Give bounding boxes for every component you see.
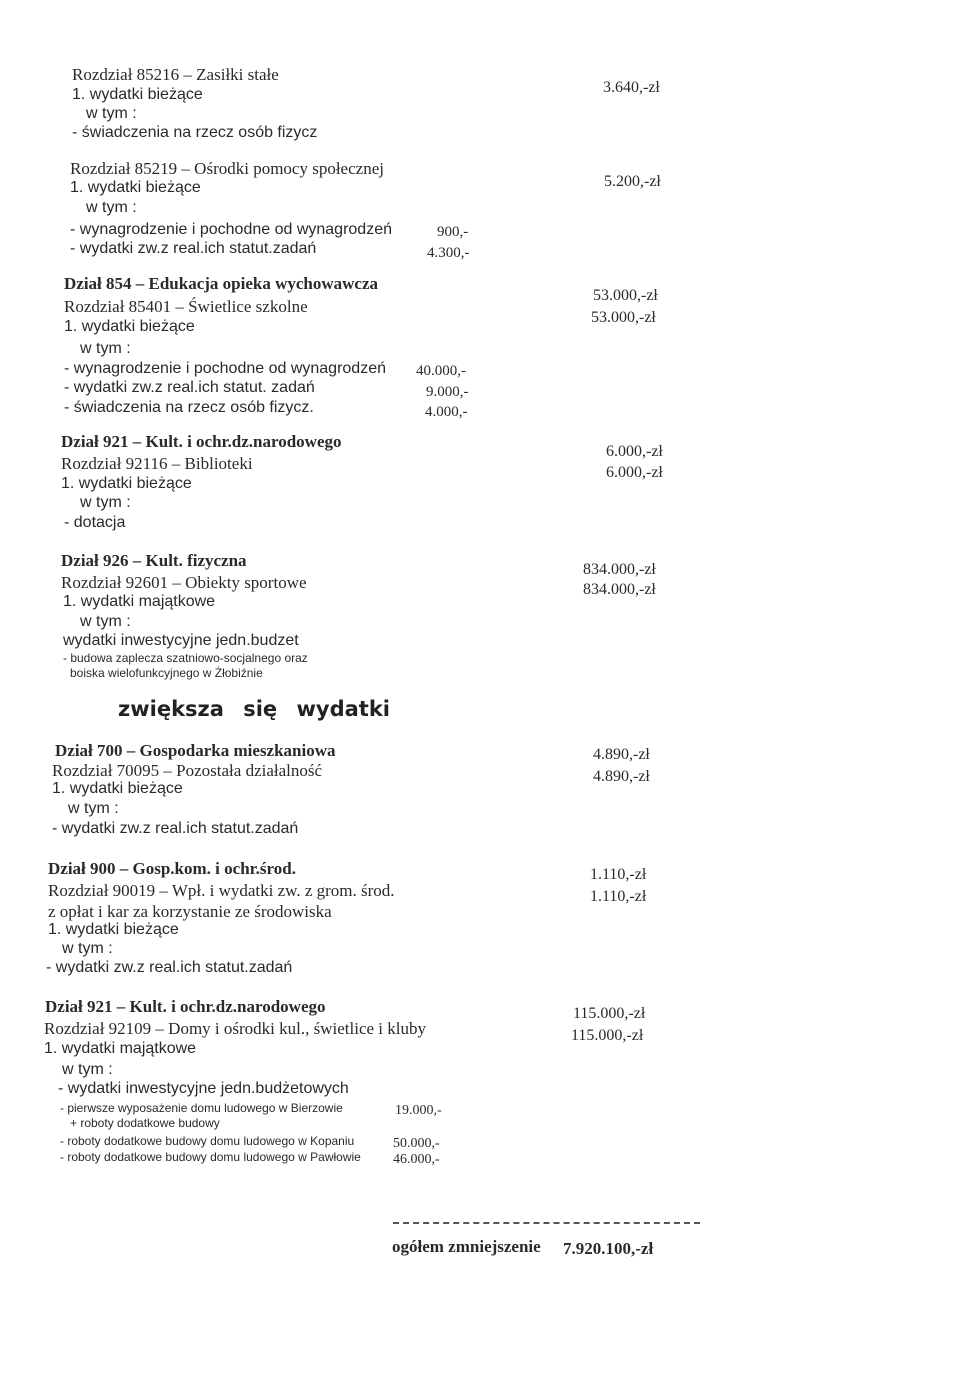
section-85216-item: 1. wydatki bieżące: [72, 86, 203, 103]
section-92116-line1: - dotacja: [64, 514, 126, 531]
section-92601-amount1: 834.000,-zł: [583, 561, 656, 578]
section-92109-amount1: 115.000,-zł: [573, 1005, 646, 1022]
section-85401-line1: - wynagrodzenie i pochodne od wynagrodzeń: [64, 360, 386, 377]
section-70095-item: 1. wydatki bieżące: [52, 780, 183, 797]
section-85219-amount: 5.200,-zł: [604, 173, 661, 190]
section-85219-val1: 900,-: [437, 224, 469, 240]
section-85401-amount1: 53.000,-zł: [593, 287, 658, 304]
section-92116-amount2: 6.000,-zł: [606, 464, 663, 481]
section-92109-line2: - pierwsze wyposażenie domu ludowego w Bierzowie: [60, 1101, 343, 1115]
section-92109-wtym: w tym :: [62, 1061, 113, 1078]
section-85219-line1: - wynagrodzenie i pochodne od wynagrodzeń: [70, 221, 392, 238]
section-92109-line3: + roboty dodatkowe budowy: [70, 1116, 220, 1130]
section-92109-line1: - wydatki inwestycyjne jedn.budżetowych: [58, 1080, 349, 1097]
section-85401-title: Rozdział 85401 – Świetlice szkolne: [64, 297, 308, 316]
section-92116-wtym: w tym :: [80, 494, 131, 511]
section-92116-item: 1. wydatki bieżące: [61, 475, 192, 492]
section-85401-val3: 4.000,-: [425, 404, 468, 420]
total-value: 7.920.100,-zł: [563, 1239, 654, 1258]
section-92601-item: 1. wydatki majątkowe: [63, 593, 216, 610]
section-85401-line2: - wydatki zw.z real.ich statut. zadań: [64, 379, 315, 396]
section-85401-line3: - świadczenia na rzecz osób fizycz.: [64, 399, 314, 416]
section-70095-line1: - wydatki zw.z real.ich statut.zadań: [52, 820, 299, 837]
section-92109-val3: 46.000,-: [393, 1152, 440, 1167]
section-92116-title: Rozdział 92116 – Biblioteki: [61, 454, 253, 473]
section-85219-line2: - wydatki zw.z real.ich statut.zadań: [70, 240, 317, 257]
section-85216-amount: 3.640,-zł: [603, 79, 660, 96]
section-92601-line1: wydatki inwestycyjne jedn.budzet: [63, 632, 299, 649]
section-85401-wtym: w tym :: [80, 340, 131, 357]
section-90019-line1: - wydatki zw.z real.ich statut.zadań: [46, 959, 293, 976]
section-85401-item: 1. wydatki bieżące: [64, 318, 195, 335]
section-92109-amount2: 115.000,-zł: [571, 1027, 644, 1044]
increase-heading: zwiększa się wydatki: [118, 697, 390, 721]
section-85216-line1: - świadczenia na rzecz osób fizycz: [72, 124, 318, 141]
section-70095-wtym: w tym :: [68, 800, 119, 817]
dzial-700-heading: Dział 700 – Gospodarka mieszkaniowa: [55, 741, 336, 760]
dzial-926-heading: Dział 926 – Kult. fizyczna: [61, 551, 247, 570]
section-85219-wtym: w tym :: [86, 199, 137, 216]
dzial-900-heading: Dział 900 – Gosp.kom. i ochr.środ.: [48, 859, 296, 878]
section-70095-title: Rozdział 70095 – Pozostała działalność: [52, 761, 323, 780]
total-label: ogółem zmniejszenie: [392, 1237, 541, 1256]
section-90019-amount1: 1.110,-zł: [590, 866, 647, 883]
dzial-921b-heading: Dział 921 – Kult. i ochr.dz.narodowego: [45, 997, 326, 1016]
total-divider: [393, 1222, 700, 1224]
section-92601-amount2: 834.000,-zł: [583, 581, 656, 598]
section-92601-title: Rozdział 92601 – Obiekty sportowe: [61, 573, 307, 592]
section-85401-val2: 9.000,-: [426, 384, 469, 400]
dzial-854-heading: Dział 854 – Edukacja opieka wychowawcza: [64, 274, 379, 293]
section-92109-title: Rozdział 92109 – Domy i ośrodki kul., świetlice i kluby: [44, 1019, 426, 1038]
section-92109-line5: - roboty dodatkowe budowy domu ludowego w Pawłowie: [60, 1150, 361, 1164]
section-92601-line2: - budowa zaplecza szatniowo-socjalnego oraz: [63, 651, 308, 665]
section-85401-val1: 40.000,-: [416, 363, 466, 379]
section-85401-amount2: 53.000,-zł: [591, 309, 656, 326]
section-85219-val2: 4.300,-: [427, 245, 470, 261]
section-85219-title: Rozdział 85219 – Ośrodki pomocy społecznej: [70, 159, 384, 178]
section-92601-wtym: w tym :: [80, 613, 131, 630]
section-90019-wtym: w tym :: [62, 940, 113, 957]
section-90019-item: 1. wydatki bieżące: [48, 921, 179, 938]
section-92109-val2: 50.000,-: [393, 1136, 440, 1151]
section-92601-line3: boiska wielofunkcyjnego w Żłobiźnie: [70, 666, 263, 680]
section-92109-item: 1. wydatki majątkowe: [44, 1040, 197, 1057]
section-92116-amount1: 6.000,-zł: [606, 443, 663, 460]
section-92109-val1: 19.000,-: [395, 1103, 442, 1118]
section-70095-amount1: 4.890,-zł: [593, 746, 650, 763]
section-85216-title: Rozdział 85216 – Zasiłki stałe: [72, 65, 279, 84]
section-90019-title: Rozdział 90019 – Wpł. i wydatki zw. z grom. środ.: [48, 881, 395, 900]
section-90019-amount2: 1.110,-zł: [590, 888, 647, 905]
section-85216-wtym: w tym :: [86, 105, 137, 122]
section-70095-amount2: 4.890,-zł: [593, 768, 650, 785]
dzial-921-heading: Dział 921 – Kult. i ochr.dz.narodowego: [61, 432, 342, 451]
section-85219-item: 1. wydatki bieżące: [70, 179, 201, 196]
section-90019-title2: z opłat i kar za korzystanie ze środowiska: [48, 902, 332, 921]
section-92109-line4: - roboty dodatkowe budowy domu ludowego w Kopaniu: [60, 1134, 355, 1148]
